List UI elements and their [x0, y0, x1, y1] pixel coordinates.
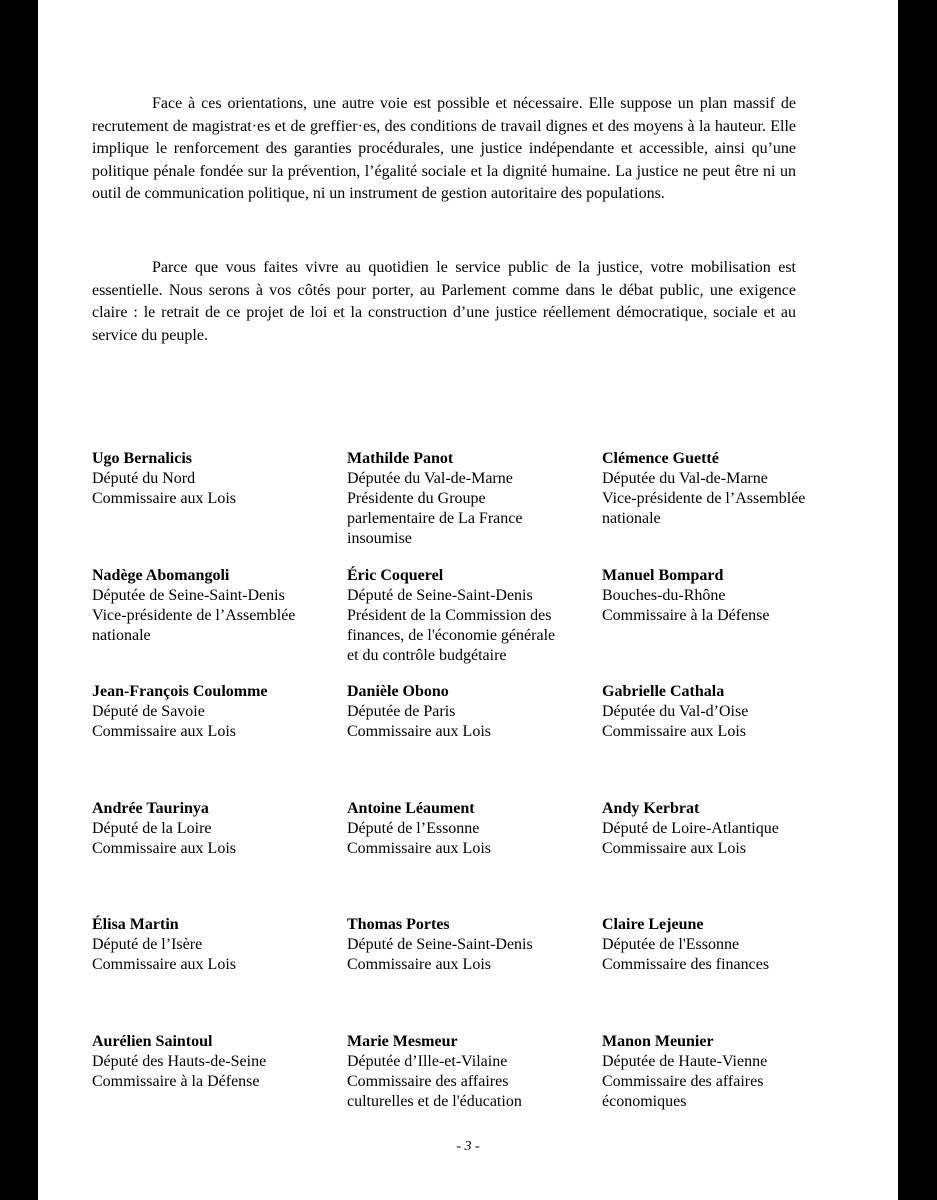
signatory-title-line: Députée du Val-de-Marne [347, 470, 513, 487]
signatory-name: Andrée Taurinya [92, 799, 209, 817]
signatory-title-line: Commissaire des finances [602, 956, 770, 973]
signatory-title-line: Commissaire aux Lois [347, 956, 491, 973]
signatory-title-line: Commissaire aux Lois [347, 839, 491, 857]
signatory-title-line: insoumise [347, 530, 412, 547]
signatory-name: Aurélien Saintoul [92, 1032, 213, 1050]
signatory-name: Thomas Portes [347, 916, 450, 933]
signatory-title-line: économiques [602, 1092, 687, 1110]
signatory-title-line: Présidente du Groupe [347, 490, 486, 507]
signatory-name: Ugo Bernalicis [92, 450, 192, 467]
signatory-title-line: Député de l’Isère [92, 936, 203, 953]
document-page [38, 0, 898, 1200]
signatory-block [92, 1032, 347, 1149]
page-number: - 3 - [456, 1139, 480, 1154]
signatory-block [602, 449, 852, 566]
signatory-title-line: Vice-présidente de l’Assemblée [602, 490, 806, 507]
signatory-title-line: Commissaire aux Lois [92, 490, 236, 507]
signatory-title-line: Députée de l'Essonne [602, 936, 740, 953]
signatory-title-line: nationale [602, 510, 661, 527]
signatory-block [92, 682, 347, 799]
signatory-block [347, 1032, 602, 1149]
signatory-title-line: Commissaire aux Lois [347, 723, 491, 740]
signatory-name: Marie Mesmeur [347, 1032, 458, 1050]
signatory-name: Nadège Abomangoli [92, 566, 230, 584]
signatory-title-line: Député de la Loire [92, 819, 212, 837]
signatory-title-line: Bouches-du-Rhône [602, 586, 726, 604]
signatory-name: Mathilde Panot [347, 450, 454, 467]
signatory-block [92, 566, 347, 683]
signatory-title-line: culturelles et de l'éducation [347, 1092, 522, 1110]
signatory-block [347, 449, 602, 566]
signatory-title-line: Président de la Commission des [347, 606, 552, 624]
signatory-block [602, 566, 852, 683]
signatory-title-line: Député de Seine-Saint-Denis [347, 586, 533, 604]
signatory-title-line: Commissaire aux Lois [92, 723, 236, 740]
signatory-title-line: Député de Seine-Saint-Denis [347, 936, 533, 953]
signatory-name: Élisa Martin [92, 916, 179, 933]
signatory-title-line: Commissaire des affaires [602, 1072, 764, 1090]
signatory-title-line: Commissaire des affaires [347, 1072, 509, 1090]
signatory-name: Claire Lejeune [602, 916, 704, 933]
signatory-title-line: Députée de Haute-Vienne [602, 1052, 768, 1070]
body-paragraph: Parce que vous faites vivre au quotidien le service public de la justice, votre mobilisation est essentielle. Nous serons à vos côtés pour porter, au Parlement comme dans le débat public, une exigence claire : le retrait de ce projet de loi et la construction d’une justice réellement démocratique, sociale et au service du peuple. [92, 259, 796, 344]
signatory-name: Manuel Bompard [602, 566, 724, 584]
signatory-title-line: Député de Loire-Atlantique [602, 819, 779, 837]
signatory-title-line: parlementaire de La France [347, 510, 523, 527]
signatory-name: Andy Kerbrat [602, 799, 700, 817]
signatory-title-line: Commissaire aux Lois [92, 839, 236, 857]
signatory-name: Jean-François Coulomme [92, 683, 268, 700]
signatory-title-line: Commissaire à la Défense [92, 1072, 260, 1090]
signatory-title-line: Commissaire aux Lois [92, 956, 236, 973]
signatory-block [602, 682, 852, 799]
signatory-block [347, 566, 602, 683]
signatory-block [347, 682, 602, 799]
signatory-title-line: nationale [92, 626, 151, 644]
signatory-block [92, 449, 347, 566]
signatory-block [602, 915, 852, 1032]
signatory-title-line: Commissaire aux Lois [602, 839, 746, 857]
signatory-title-line: finances, de l'économie générale [347, 626, 556, 644]
signatory-block [602, 1032, 852, 1149]
signatory-name: Clémence Guetté [602, 450, 719, 467]
signatory-name: Manon Meunier [602, 1032, 714, 1050]
signatory-title-line: Député du Nord [92, 470, 196, 487]
signatory-title-line: Commissaire aux Lois [602, 723, 746, 740]
signatory-title-line: Députée du Val-de-Marne [602, 470, 768, 487]
signatory-block [347, 915, 602, 1032]
signatory-name: Éric Coquerel [347, 566, 444, 584]
signatory-block [602, 799, 852, 916]
signatory-title-line: Députée d’Ille-et-Vilaine [347, 1052, 508, 1070]
signatory-name: Danièle Obono [347, 683, 449, 700]
body-paragraph: Face à ces orientations, une autre voie est possible et nécessaire. Elle suppose un plan massif de recrutement de magistrat·es et de greffier·es, des conditions de travail dignes et des moyens à la hauteur. Elle implique le renforcement des garanties procédurales, une justice indépendante et accessible, ainsi qu’une politique pénale fondée sur la prévention, l’égalité sociale et la dignité humaine. La justice ne peut être ni un outil de communication politique, ni un instrument de gestion autoritaire des populations. [92, 95, 796, 202]
signatory-title-line: Députée du Val-d’Oise [602, 703, 749, 720]
signatory-name: Gabrielle Cathala [602, 683, 725, 700]
signatory-block [92, 799, 347, 916]
signatory-name: Antoine Léaument [347, 799, 475, 817]
signatory-block [92, 915, 347, 1032]
signatory-title-line: Députée de Paris [347, 703, 456, 720]
signatory-title-line: et du contrôle budgétaire [347, 646, 507, 664]
signatory-title-line: Commissaire à la Défense [602, 606, 770, 624]
signatory-block [347, 799, 602, 916]
signatory-title-line: Député de l’Essonne [347, 819, 480, 837]
signatory-title-line: Député des Hauts-de-Seine [92, 1052, 267, 1070]
signatory-title-line: Député de Savoie [92, 703, 205, 720]
signatories-grid [92, 449, 852, 1148]
signatory-title-line: Vice-présidente de l’Assemblée [92, 606, 296, 624]
signatory-title-line: Députée de Seine-Saint-Denis [92, 586, 285, 604]
